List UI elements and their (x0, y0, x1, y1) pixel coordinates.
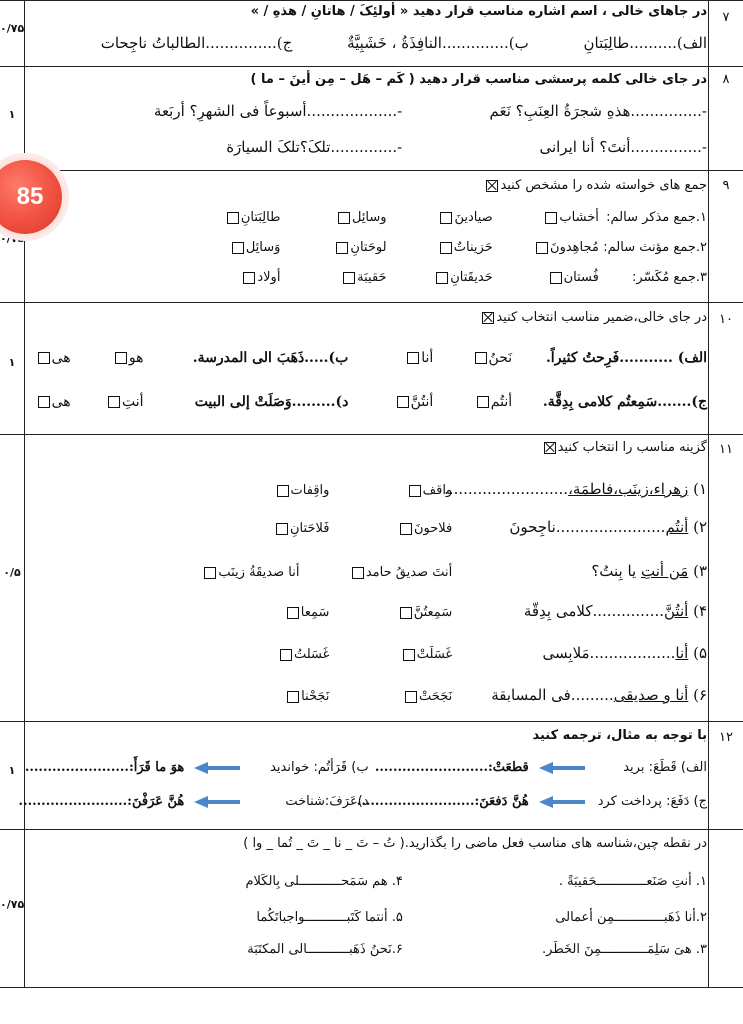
checkbox[interactable] (232, 242, 244, 254)
choice-option[interactable] (303, 210, 387, 225)
choice-option[interactable] (196, 210, 280, 225)
question-8 (26, 70, 707, 168)
choice-item (26, 518, 707, 536)
option-label: غَسَلَتْ (416, 647, 453, 662)
row-divider (0, 302, 743, 303)
item-question (457, 686, 707, 704)
question-score: ۰/۷۵ (0, 22, 25, 35)
question-12 (18, 726, 707, 826)
question-line-1 (26, 350, 707, 366)
choice-option[interactable] (274, 521, 329, 536)
checkbox[interactable] (115, 352, 127, 364)
checkbox[interactable] (343, 272, 355, 284)
arrow-left-icon (194, 796, 240, 808)
verb-stem: ۴. هم سَمَحـــــــــــ (299, 874, 403, 889)
question-instruction (26, 178, 707, 193)
verb-stem: ۱. أنتِ صَنَعـــــــــــــ (596, 874, 707, 889)
choice-option[interactable] (409, 270, 493, 285)
question-score: ۰/۵ (3, 566, 21, 579)
item-number: ۴) (688, 602, 707, 620)
instruction-text: در جای خالی،ضمیر مناسب انتخاب کنید (496, 310, 707, 325)
choice-option[interactable] (371, 394, 433, 410)
question-instruction: در نقطه چین،شناسه های مناسب فعل ماضی را بگذارید.( تُ – تَ _ نا _ تَ _ تُما _ وا ) (243, 836, 707, 851)
question-score: ۰/۷۵ (0, 232, 25, 245)
checkbox[interactable] (38, 352, 50, 364)
row-divider (0, 0, 743, 1)
fill-item-5 (256, 910, 402, 925)
item-2-left: -..............تلکَ؟تلکَ السیارَة (226, 138, 403, 156)
item-b-label: ب).....ذَهَبَ الی المدرسة. (192, 350, 349, 366)
item-subject: أنا و صدیقی (613, 686, 689, 704)
fill-item-1 (407, 874, 707, 889)
item-number: ۱) (688, 480, 707, 498)
choice-item (26, 602, 707, 620)
question-number: ۹ (722, 178, 730, 193)
choice-row (26, 270, 707, 285)
row-divider (0, 829, 743, 830)
checkbox[interactable] (243, 272, 255, 284)
choice-option[interactable] (285, 689, 329, 704)
choice-option[interactable] (352, 521, 452, 536)
checkbox[interactable] (436, 272, 448, 284)
checkbox[interactable] (38, 396, 50, 408)
question-score: ۱ (8, 764, 16, 777)
choice-item (26, 644, 707, 662)
answer-d: هُنَّ عَرَفْنَ:........................ (18, 794, 185, 809)
option-label: وسائِل (351, 210, 387, 225)
item-c: ج)...............الطالباتُ ناجِحات (100, 34, 293, 52)
checked-box-icon (544, 442, 556, 454)
fill-line-1 (26, 874, 707, 889)
row-label: ۳.جمع مُکَسّر: (631, 270, 707, 285)
question-instruction: با توجه به مثال، ترجمه کنید (532, 728, 707, 743)
choice-row (26, 240, 707, 255)
question-instruction (26, 310, 707, 325)
checkbox[interactable] (336, 242, 348, 254)
question-score: ۱ (8, 356, 16, 369)
answer-a: قطعَتْ:......................... (374, 760, 529, 775)
instruction-hint: ( کَم – هَل – مِن أینَ – ما ) (250, 72, 415, 87)
option-label: غَسَلتُ (293, 647, 330, 662)
choice-option[interactable] (278, 647, 329, 662)
instruction-text: گزینه مناسب را انتخاب کنید (557, 440, 707, 455)
option-label: حَزیناتٌ (453, 240, 493, 255)
option-label: وَسائِل (245, 240, 281, 255)
verb-stem: ۳. هیَ سَلِمَــــــــــــ (601, 942, 707, 957)
item-question (457, 518, 707, 536)
choice-option[interactable] (456, 350, 512, 366)
item-number: ۳) (688, 562, 707, 580)
fill-item-2 (407, 910, 707, 925)
choice-option[interactable] (196, 240, 280, 255)
option-label: أنتَ صدیقُ حامد (365, 565, 453, 580)
checkbox[interactable] (403, 649, 415, 661)
option-label: صیادینَ (454, 210, 493, 225)
question-number: ۱۱ (719, 442, 733, 457)
row-divider (0, 987, 743, 988)
choice-option[interactable] (352, 647, 452, 662)
choice-option[interactable] (515, 270, 599, 285)
choice-option[interactable] (352, 483, 452, 498)
verb-stem: ۵. أنتما کَتَبـــــــــــ (304, 910, 403, 925)
item-b: ب)..............النافِذَةُ ، خَشَبِیَّةٌ (347, 34, 529, 52)
choice-item (26, 686, 707, 704)
item-a: الف)..........طالِبَتانِ (583, 34, 707, 52)
choice-option[interactable] (275, 483, 330, 498)
question-7 (26, 4, 707, 64)
verb-object: مِن أعمالی (555, 910, 615, 925)
checkbox[interactable] (405, 691, 417, 703)
verb-object: الی المکتَبَة (247, 942, 308, 957)
question-11 (26, 440, 707, 720)
option-label: أنتُنَّ (410, 394, 434, 410)
choice-option[interactable] (409, 210, 493, 225)
choice-option[interactable] (285, 605, 330, 620)
option-label: مُجاهِدونَ (550, 240, 599, 255)
row-divider (0, 66, 743, 67)
option-label: سَمِعا (300, 605, 330, 620)
choice-item (26, 562, 707, 580)
item-number: ۶) (688, 686, 707, 704)
answer-b: هوَ ما قَرَأَ:....................... (24, 760, 185, 775)
option-label: نَجَحْنا (301, 689, 330, 704)
question-score: ۰/۷۵ (0, 898, 25, 911)
choice-row (26, 210, 707, 225)
item-blank: ..................مَلابِسی (542, 644, 676, 662)
item-d-label: د).........وَصَلَتْ إلی البیت (194, 394, 349, 410)
item-blank: .........فی المسابقة (491, 686, 614, 704)
item-1-left: -...................أسبوعاً فی الشهرِ؟ أربَعة (153, 102, 403, 120)
item-question (444, 480, 707, 498)
option-label: سَمِعتُنَّ (413, 605, 453, 620)
item-blank: یا بِنتُ؟ (591, 562, 642, 580)
fill-line-2 (26, 910, 707, 925)
checkbox[interactable] (287, 607, 299, 619)
checkbox[interactable] (397, 396, 409, 408)
checkbox[interactable] (536, 242, 548, 254)
checkbox[interactable] (108, 396, 120, 408)
choice-option[interactable] (371, 350, 433, 366)
verb-object: حَقیبَةً . (558, 874, 597, 889)
item-1-right: -...............هذهِ شجرَةُ العِنَبِ؟ نَعَم (489, 102, 707, 120)
fill-line-3 (26, 942, 707, 957)
question-number-column-divider (708, 0, 709, 988)
item-c-label: ج).......سَمِعتُم کلامی بِدِقَّة. (542, 394, 707, 410)
item-subject: مَن أنتِ (641, 562, 689, 580)
choice-option[interactable] (515, 210, 599, 225)
verb-object: مِنَ الخَطَر. (542, 942, 602, 957)
question-instruction (26, 4, 707, 19)
item-a-label: الف) ...........فَرِحتُ کثیراً. (545, 350, 707, 366)
option-label: فُستان (563, 270, 599, 285)
example-d: د)عَرَفَ:شناخت (285, 794, 369, 809)
row-label: ۲.جمع مؤنث سالم: (603, 240, 707, 255)
choice-item (26, 480, 707, 498)
row-label: ۱.جمع مذکر سالم: (606, 210, 707, 225)
checkbox[interactable] (352, 567, 364, 579)
option-label: نَجَحَتْ (419, 689, 453, 704)
question-items (26, 34, 707, 52)
question-line-2 (26, 394, 707, 410)
verb-object: واجباتَکُما (256, 910, 305, 925)
question-13 (26, 836, 707, 986)
option-label: أنتُم (490, 394, 513, 410)
question-score: ۱ (8, 108, 16, 121)
answer-c: هُنَّ دَفعَنَ:.......................... (356, 794, 529, 809)
checked-box-icon (482, 312, 494, 324)
checkbox[interactable] (338, 212, 350, 224)
fill-item-3 (407, 942, 707, 957)
option-label: أنتِ (121, 394, 144, 410)
item-subject: أنتُم (665, 518, 689, 536)
verb-stem: ۶.نَحنُ ذَهَبـــــــــــ (307, 942, 403, 957)
arrow-left-icon (539, 796, 585, 808)
option-label: حَدیقَتانِ (450, 270, 493, 285)
question-9 (26, 176, 707, 300)
instruction-text: در جای خالی کلمه پرسشی مناسب قرار دهید (419, 72, 707, 87)
choice-option[interactable] (352, 689, 452, 704)
question-line-1 (26, 102, 707, 120)
fill-item-4 (245, 874, 402, 889)
option-label: طالِبَتانِ (240, 210, 281, 225)
checkbox[interactable] (407, 352, 419, 364)
checkbox[interactable] (550, 272, 562, 284)
choice-option[interactable] (303, 270, 387, 285)
item-subject: أنتُنَّ (664, 602, 689, 620)
choice-option[interactable] (322, 565, 452, 580)
item-blank: .......................ناجِحونَ (509, 518, 666, 536)
checked-box-icon (486, 180, 498, 192)
checkbox[interactable] (277, 485, 289, 497)
option-label: حَقیبَة (357, 270, 387, 285)
row-divider (0, 170, 743, 171)
verb-stem: ۲.أنا ذَهَبـــــــــــــ (614, 910, 707, 925)
option-label: هی (51, 350, 71, 366)
fill-item-6 (247, 942, 403, 957)
checkbox[interactable] (287, 691, 299, 703)
choice-option[interactable] (202, 565, 299, 580)
arrow-left-icon (539, 762, 585, 774)
option-label: واقِفات (290, 483, 330, 498)
question-number: ۱۰ (719, 312, 733, 327)
instruction-text: جمع های خواسته شده را مشخص کنید (500, 178, 707, 193)
instruction-text: در جاهای خالی ، اسم اشاره مناسب قرار دهید (412, 4, 707, 19)
option-label: أولاد (257, 270, 281, 285)
translation-line-1 (26, 760, 707, 775)
option-label: لوحَتانِ (350, 240, 387, 255)
question-instruction (26, 72, 707, 87)
option-label: هو (128, 350, 144, 366)
choice-option[interactable] (94, 350, 144, 366)
example-c: ج) دَفَعَ: پرداخت کرد (597, 794, 707, 809)
item-question (457, 602, 707, 620)
instruction-hint: « أولئِکَ / هاتانِ / هذهِ / » (250, 4, 409, 19)
option-label: واقف (422, 483, 453, 498)
option-label: أنا (421, 350, 434, 366)
question-instruction (26, 440, 707, 455)
checkbox[interactable] (475, 352, 487, 364)
score-column-divider (24, 0, 25, 988)
checkbox[interactable] (276, 523, 288, 535)
option-label: نَحنُ (488, 350, 513, 366)
row-divider (0, 721, 743, 722)
choice-option[interactable] (409, 240, 493, 255)
option-label: هی (51, 394, 71, 410)
choice-option[interactable] (94, 394, 144, 410)
option-label: أنا صدیقَةُ زینَب (218, 565, 300, 580)
example-b: ب) قَرَأتُم: خواندید (270, 760, 369, 775)
checkbox[interactable] (280, 649, 292, 661)
checkbox[interactable] (400, 607, 412, 619)
question-10 (26, 308, 707, 432)
verb-object: لی بِالکَلام (245, 874, 300, 889)
example-a: الف) قَطَعَ: برید (623, 760, 707, 775)
choice-option[interactable] (31, 350, 71, 366)
question-number: ۷ (722, 10, 730, 25)
item-blank: ...............کلامی بِدِقّة (523, 602, 665, 620)
checkbox[interactable] (227, 212, 239, 224)
checkbox[interactable] (440, 242, 452, 254)
question-number: ۸ (722, 72, 730, 87)
arrow-left-icon (194, 762, 240, 774)
choice-option[interactable] (352, 605, 452, 620)
checkbox[interactable] (409, 485, 421, 497)
choice-option[interactable] (303, 240, 387, 255)
question-line-2 (26, 138, 707, 156)
item-blank: .......................... (444, 480, 569, 498)
translation-line-2 (18, 794, 707, 809)
checkbox[interactable] (400, 523, 412, 535)
item-subject: أنا (675, 644, 689, 662)
checkbox[interactable] (440, 212, 452, 224)
score-badge-value: 85 (16, 183, 44, 210)
question-number: ۱۲ (719, 730, 733, 745)
choice-option[interactable] (196, 270, 280, 285)
item-subject: زهراء،زینَب،فاطمَة، (568, 480, 689, 498)
option-label: أخشاب (559, 210, 599, 225)
item-2-right: -...............أنتَ؟ أنا ایرانی (539, 138, 707, 156)
checkbox[interactable] (545, 212, 557, 224)
checkbox[interactable] (477, 396, 489, 408)
option-label: فلاحونَ (413, 521, 453, 536)
choice-option[interactable] (515, 240, 599, 255)
choice-option[interactable] (456, 394, 512, 410)
item-number: ۵) (688, 644, 707, 662)
item-question (457, 644, 707, 662)
option-label: فَلاحَتانِ (289, 521, 330, 536)
checkbox[interactable] (204, 567, 216, 579)
item-number: ۲) (688, 518, 707, 536)
choice-option[interactable] (31, 394, 71, 410)
row-divider (0, 434, 743, 435)
item-question (457, 562, 707, 580)
